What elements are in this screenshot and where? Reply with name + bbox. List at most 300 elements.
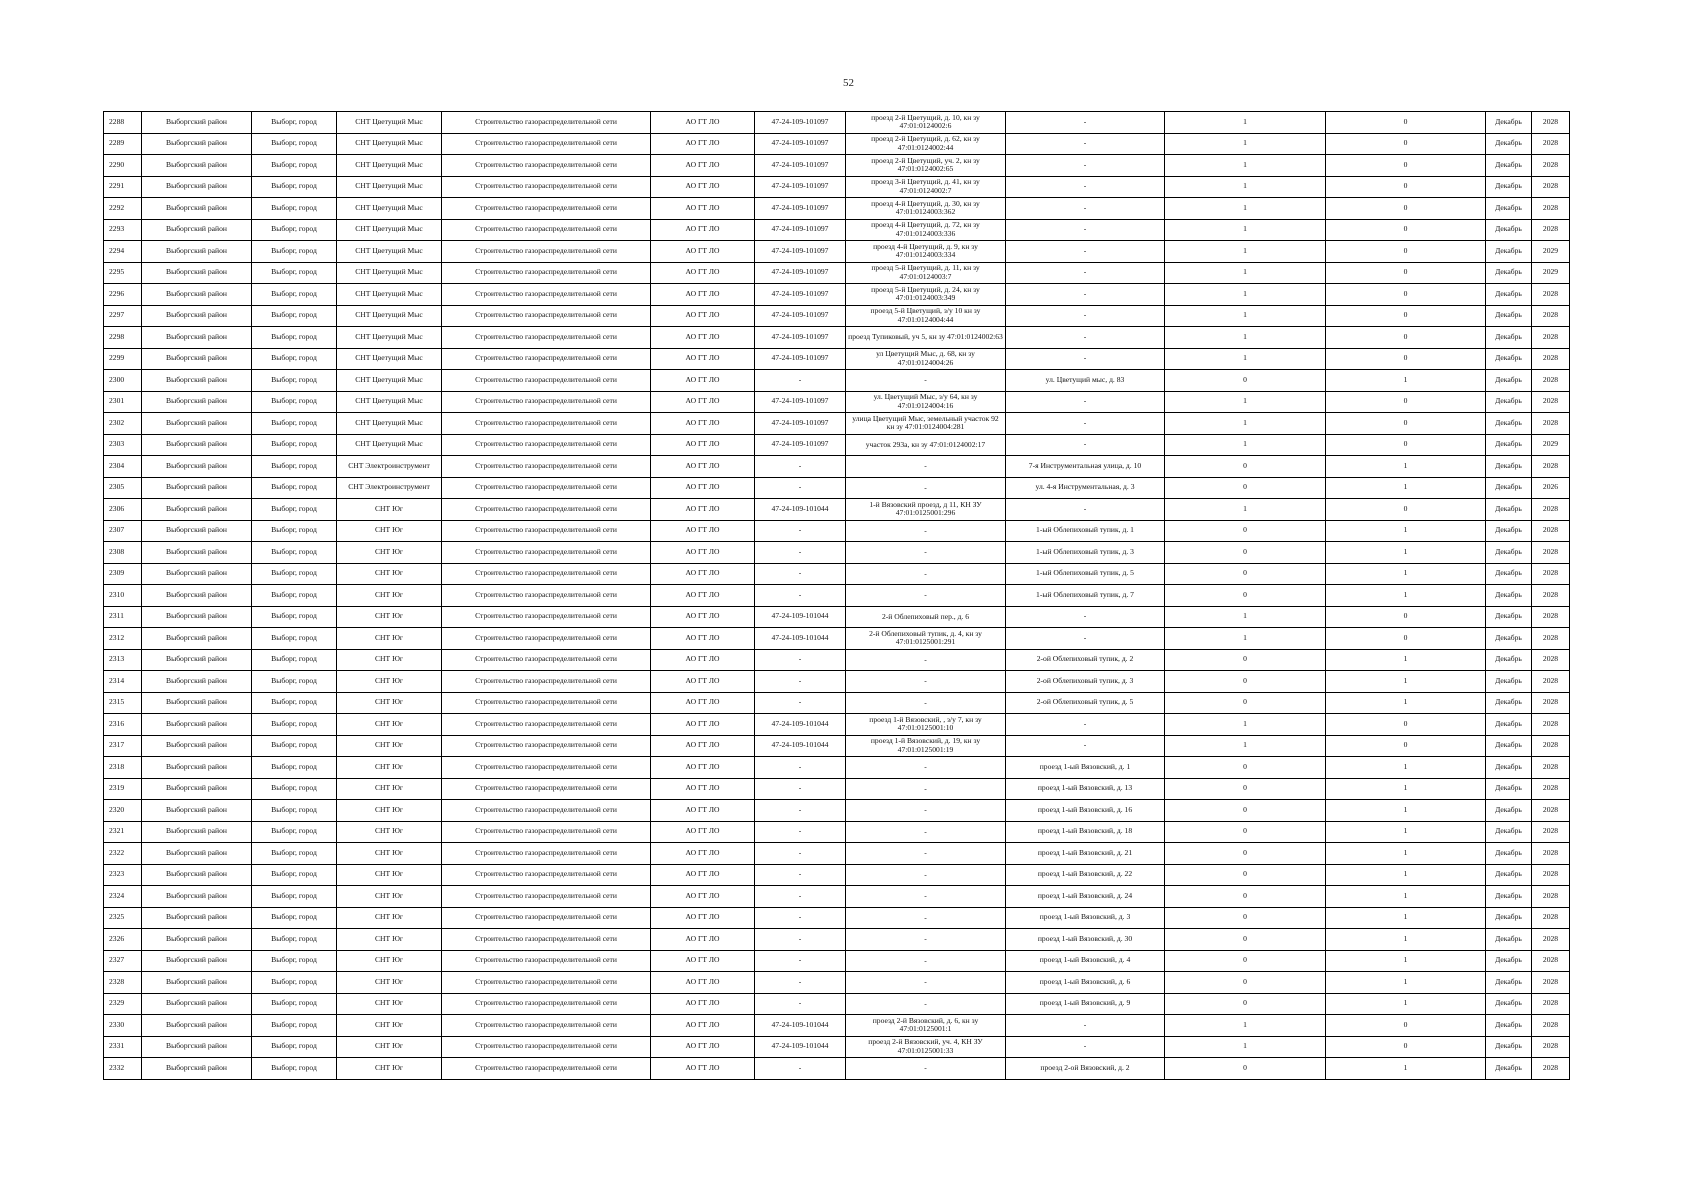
location-cell: СНТ Цветущий Мыс xyxy=(337,413,442,435)
parcel-cell: - xyxy=(846,907,1006,929)
month-cell: Декабрь xyxy=(1486,1036,1532,1058)
count-a-cell: 1 xyxy=(1165,241,1326,263)
year-cell: 2028 xyxy=(1532,563,1570,585)
organization-cell: АО ГТ ЛО xyxy=(651,542,755,564)
organization-cell: АО ГТ ЛО xyxy=(651,821,755,843)
year-cell: 2028 xyxy=(1532,671,1570,693)
row-number-cell: 2289 xyxy=(104,133,142,155)
organization-cell: АО ГТ ЛО xyxy=(651,757,755,779)
settlement-cell: Выборг, город xyxy=(252,993,337,1015)
count-b-cell: 1 xyxy=(1326,477,1486,499)
year-cell: 2028 xyxy=(1532,585,1570,607)
settlement-cell: Выборг, город xyxy=(252,284,337,306)
address-cell: - xyxy=(1006,198,1165,220)
code-cell: - xyxy=(755,843,846,865)
code-cell: 47-24-109-101097 xyxy=(755,348,846,370)
code-cell: - xyxy=(755,907,846,929)
table-row xyxy=(104,585,1570,607)
count-b-cell: 1 xyxy=(1326,843,1486,865)
count-b-cell: 0 xyxy=(1326,284,1486,306)
organization-cell: АО ГТ ЛО xyxy=(651,886,755,908)
code-cell: 47-24-109-101097 xyxy=(755,413,846,435)
count-b-cell: 0 xyxy=(1326,348,1486,370)
table-row xyxy=(104,1036,1570,1058)
settlement-cell: Выборг, город xyxy=(252,241,337,263)
work-type-cell: Строительство газораспределительной сети xyxy=(442,714,651,736)
work-type-cell: Строительство газораспределительной сети xyxy=(442,1015,651,1037)
year-cell: 2028 xyxy=(1532,735,1570,757)
count-a-cell: 0 xyxy=(1165,972,1326,994)
district-cell: Выборгский район xyxy=(142,864,252,886)
parcel-cell: 2-й Облепиховый пер., д. 6 xyxy=(846,606,1006,628)
year-cell: 2028 xyxy=(1532,391,1570,413)
month-cell: Декабрь xyxy=(1486,305,1532,327)
work-type-cell: Строительство газораспределительной сети xyxy=(442,198,651,220)
settlement-cell: Выборг, город xyxy=(252,327,337,349)
code-cell: - xyxy=(755,950,846,972)
count-b-cell: 1 xyxy=(1326,800,1486,822)
organization-cell: АО ГТ ЛО xyxy=(651,692,755,714)
work-type-cell: Строительство газораспределительной сети xyxy=(442,241,651,263)
table-row xyxy=(104,241,1570,263)
code-cell: - xyxy=(755,993,846,1015)
settlement-cell: Выборг, город xyxy=(252,1058,337,1080)
address-cell: - xyxy=(1006,176,1165,198)
month-cell: Декабрь xyxy=(1486,434,1532,456)
row-number-cell: 2306 xyxy=(104,499,142,521)
parcel-cell: ул Цветущий Мыс, д. 68, кн зу 47:01:0124004:26 xyxy=(846,348,1006,370)
table-row xyxy=(104,1058,1570,1080)
table-row xyxy=(104,413,1570,435)
month-cell: Декабрь xyxy=(1486,671,1532,693)
work-type-cell: Строительство газораспределительной сети xyxy=(442,133,651,155)
address-cell: - xyxy=(1006,262,1165,284)
address-cell: - xyxy=(1006,1036,1165,1058)
organization-cell: АО ГТ ЛО xyxy=(651,370,755,392)
settlement-cell: Выборг, город xyxy=(252,972,337,994)
settlement-cell: Выборг, город xyxy=(252,714,337,736)
count-a-cell: 0 xyxy=(1165,692,1326,714)
table-row xyxy=(104,821,1570,843)
parcel-cell: проезд 2-й Вязовский, уч. 4, КН ЗУ 47:01:0125001:33 xyxy=(846,1036,1006,1058)
settlement-cell: Выборг, город xyxy=(252,348,337,370)
count-a-cell: 0 xyxy=(1165,542,1326,564)
count-b-cell: 1 xyxy=(1326,993,1486,1015)
year-cell: 2028 xyxy=(1532,993,1570,1015)
district-cell: Выборгский район xyxy=(142,133,252,155)
table-row xyxy=(104,649,1570,671)
parcel-cell: - xyxy=(846,520,1006,542)
work-type-cell: Строительство газораспределительной сети xyxy=(442,327,651,349)
organization-cell: АО ГТ ЛО xyxy=(651,972,755,994)
address-cell: - xyxy=(1006,413,1165,435)
location-cell: СНТ Юг xyxy=(337,778,442,800)
location-cell: СНТ Юг xyxy=(337,821,442,843)
parcel-cell: - xyxy=(846,950,1006,972)
location-cell: СНТ Юг xyxy=(337,886,442,908)
settlement-cell: Выборг, город xyxy=(252,886,337,908)
count-a-cell: 0 xyxy=(1165,585,1326,607)
parcel-cell: проезд 4-й Цветущий, д. 72, кн зу 47:01:0124003:336 xyxy=(846,219,1006,241)
year-cell: 2028 xyxy=(1532,1036,1570,1058)
month-cell: Декабрь xyxy=(1486,1015,1532,1037)
table-row xyxy=(104,950,1570,972)
count-b-cell: 0 xyxy=(1326,198,1486,220)
organization-cell: АО ГТ ЛО xyxy=(651,112,755,134)
row-number-cell: 2319 xyxy=(104,778,142,800)
location-cell: СНТ Цветущий Мыс xyxy=(337,133,442,155)
year-cell: 2028 xyxy=(1532,778,1570,800)
count-a-cell: 1 xyxy=(1165,1015,1326,1037)
month-cell: Декабрь xyxy=(1486,542,1532,564)
location-cell: СНТ Юг xyxy=(337,692,442,714)
count-b-cell: 0 xyxy=(1326,714,1486,736)
address-cell: - xyxy=(1006,348,1165,370)
parcel-cell: - xyxy=(846,821,1006,843)
address-cell: - xyxy=(1006,1015,1165,1037)
district-cell: Выборгский район xyxy=(142,907,252,929)
parcel-cell: - xyxy=(846,692,1006,714)
address-cell: проезд 1-ый Вязовский, д. 6 xyxy=(1006,972,1165,994)
table-row xyxy=(104,284,1570,306)
row-number-cell: 2295 xyxy=(104,262,142,284)
year-cell: 2028 xyxy=(1532,219,1570,241)
table-row xyxy=(104,800,1570,822)
work-type-cell: Строительство газораспределительной сети xyxy=(442,649,651,671)
month-cell: Декабрь xyxy=(1486,456,1532,478)
organization-cell: АО ГТ ЛО xyxy=(651,907,755,929)
count-a-cell: 1 xyxy=(1165,606,1326,628)
location-cell: СНТ Цветущий Мыс xyxy=(337,241,442,263)
address-cell: - xyxy=(1006,284,1165,306)
code-cell: 47-24-109-101044 xyxy=(755,628,846,650)
location-cell: СНТ Юг xyxy=(337,1015,442,1037)
count-b-cell: 0 xyxy=(1326,112,1486,134)
parcel-cell: - xyxy=(846,370,1006,392)
organization-cell: АО ГТ ЛО xyxy=(651,348,755,370)
district-cell: Выборгский район xyxy=(142,198,252,220)
district-cell: Выборгский район xyxy=(142,778,252,800)
count-b-cell: 0 xyxy=(1326,413,1486,435)
organization-cell: АО ГТ ЛО xyxy=(651,1058,755,1080)
parcel-cell: - xyxy=(846,563,1006,585)
parcel-cell: проезд Тупиковый, уч 5, кн зу 47:01:0124002:63 xyxy=(846,327,1006,349)
table-row xyxy=(104,499,1570,521)
location-cell: СНТ Цветущий Мыс xyxy=(337,198,442,220)
parcel-cell: участок 293а, кн зу 47:01:0124002:17 xyxy=(846,434,1006,456)
count-a-cell: 1 xyxy=(1165,284,1326,306)
district-cell: Выборгский район xyxy=(142,972,252,994)
work-type-cell: Строительство газораспределительной сети xyxy=(442,499,651,521)
location-cell: СНТ Цветущий Мыс xyxy=(337,305,442,327)
district-cell: Выборгский район xyxy=(142,370,252,392)
table-row xyxy=(104,176,1570,198)
settlement-cell: Выборг, город xyxy=(252,757,337,779)
location-cell: СНТ Юг xyxy=(337,1036,442,1058)
work-type-cell: Строительство газораспределительной сети xyxy=(442,843,651,865)
year-cell: 2028 xyxy=(1532,972,1570,994)
settlement-cell: Выборг, город xyxy=(252,262,337,284)
code-cell: 47-24-109-101044 xyxy=(755,735,846,757)
count-a-cell: 0 xyxy=(1165,649,1326,671)
year-cell: 2028 xyxy=(1532,133,1570,155)
district-cell: Выборгский район xyxy=(142,735,252,757)
parcel-cell: - xyxy=(846,671,1006,693)
work-type-cell: Строительство газораспределительной сети xyxy=(442,993,651,1015)
parcel-cell: ул. Цветущий Мыс, з/у 64, кн зу 47:01:0124004:16 xyxy=(846,391,1006,413)
month-cell: Декабрь xyxy=(1486,155,1532,177)
table-row xyxy=(104,929,1570,951)
row-number-cell: 2316 xyxy=(104,714,142,736)
row-number-cell: 2326 xyxy=(104,929,142,951)
location-cell: СНТ Цветущий Мыс xyxy=(337,219,442,241)
count-a-cell: 0 xyxy=(1165,821,1326,843)
table-row xyxy=(104,542,1570,564)
district-cell: Выборгский район xyxy=(142,821,252,843)
location-cell: СНТ Цветущий Мыс xyxy=(337,327,442,349)
settlement-cell: Выборг, город xyxy=(252,735,337,757)
month-cell: Декабрь xyxy=(1486,692,1532,714)
district-cell: Выборгский район xyxy=(142,284,252,306)
count-b-cell: 0 xyxy=(1326,628,1486,650)
row-number-cell: 2304 xyxy=(104,456,142,478)
count-a-cell: 0 xyxy=(1165,1058,1326,1080)
address-cell: - xyxy=(1006,735,1165,757)
row-number-cell: 2292 xyxy=(104,198,142,220)
work-type-cell: Строительство газораспределительной сети xyxy=(442,757,651,779)
year-cell: 2028 xyxy=(1532,929,1570,951)
work-type-cell: Строительство газораспределительной сети xyxy=(442,542,651,564)
table-row xyxy=(104,219,1570,241)
count-b-cell: 1 xyxy=(1326,821,1486,843)
settlement-cell: Выборг, город xyxy=(252,456,337,478)
table-row xyxy=(104,563,1570,585)
count-a-cell: 0 xyxy=(1165,843,1326,865)
count-b-cell: 1 xyxy=(1326,778,1486,800)
year-cell: 2028 xyxy=(1532,112,1570,134)
month-cell: Декабрь xyxy=(1486,907,1532,929)
month-cell: Декабрь xyxy=(1486,585,1532,607)
address-cell: проезд 1-ый Вязовский, д. 21 xyxy=(1006,843,1165,865)
organization-cell: АО ГТ ЛО xyxy=(651,305,755,327)
code-cell: 47-24-109-101097 xyxy=(755,155,846,177)
work-type-cell: Строительство газораспределительной сети xyxy=(442,800,651,822)
parcel-cell: проезд 2-й Цветущий, д. 10, кн зу 47:01:0124002:6 xyxy=(846,112,1006,134)
count-b-cell: 1 xyxy=(1326,671,1486,693)
work-type-cell: Строительство газораспределительной сети xyxy=(442,778,651,800)
organization-cell: АО ГТ ЛО xyxy=(651,262,755,284)
parcel-cell: проезд 1-й Вязовский, д. 19, кн зу 47:01:0125001:19 xyxy=(846,735,1006,757)
parcel-cell: проезд 2-й Цветущий, д. 62, кн зу 47:01:0124002:44 xyxy=(846,133,1006,155)
row-number-cell: 2296 xyxy=(104,284,142,306)
code-cell: - xyxy=(755,800,846,822)
location-cell: СНТ Юг xyxy=(337,671,442,693)
count-a-cell: 0 xyxy=(1165,907,1326,929)
organization-cell: АО ГТ ЛО xyxy=(651,1036,755,1058)
parcel-cell: проезд 1-й Вязовский, , з/у 7, кн зу 47:01:0125001:10 xyxy=(846,714,1006,736)
address-cell: 1-ый Облепиховый тупик, д. 7 xyxy=(1006,585,1165,607)
settlement-cell: Выборг, город xyxy=(252,1036,337,1058)
district-cell: Выборгский район xyxy=(142,843,252,865)
count-b-cell: 1 xyxy=(1326,972,1486,994)
year-cell: 2028 xyxy=(1532,520,1570,542)
location-cell: СНТ Юг xyxy=(337,950,442,972)
district-cell: Выборгский район xyxy=(142,950,252,972)
parcel-cell: - xyxy=(846,864,1006,886)
settlement-cell: Выборг, город xyxy=(252,778,337,800)
count-a-cell: 1 xyxy=(1165,348,1326,370)
year-cell: 2028 xyxy=(1532,864,1570,886)
count-a-cell: 0 xyxy=(1165,800,1326,822)
organization-cell: АО ГТ ЛО xyxy=(651,198,755,220)
count-b-cell: 1 xyxy=(1326,757,1486,779)
table-row xyxy=(104,1015,1570,1037)
row-number-cell: 2328 xyxy=(104,972,142,994)
organization-cell: АО ГТ ЛО xyxy=(651,477,755,499)
year-cell: 2028 xyxy=(1532,821,1570,843)
settlement-cell: Выборг, город xyxy=(252,391,337,413)
work-type-cell: Строительство газораспределительной сети xyxy=(442,606,651,628)
work-type-cell: Строительство газораспределительной сети xyxy=(442,563,651,585)
code-cell: - xyxy=(755,649,846,671)
table-row xyxy=(104,907,1570,929)
count-b-cell: 1 xyxy=(1326,370,1486,392)
table-row xyxy=(104,628,1570,650)
count-a-cell: 1 xyxy=(1165,327,1326,349)
address-cell: - xyxy=(1006,391,1165,413)
work-type-cell: Строительство газораспределительной сети xyxy=(442,886,651,908)
code-cell: 47-24-109-101097 xyxy=(755,284,846,306)
work-type-cell: Строительство газораспределительной сети xyxy=(442,262,651,284)
row-number-cell: 2288 xyxy=(104,112,142,134)
address-cell: - xyxy=(1006,241,1165,263)
month-cell: Декабрь xyxy=(1486,370,1532,392)
year-cell: 2029 xyxy=(1532,434,1570,456)
row-number-cell: 2327 xyxy=(104,950,142,972)
count-a-cell: 0 xyxy=(1165,370,1326,392)
row-number-cell: 2322 xyxy=(104,843,142,865)
district-cell: Выборгский район xyxy=(142,327,252,349)
settlement-cell: Выборг, город xyxy=(252,477,337,499)
settlement-cell: Выборг, город xyxy=(252,370,337,392)
year-cell: 2028 xyxy=(1532,348,1570,370)
code-cell: - xyxy=(755,886,846,908)
code-cell: - xyxy=(755,563,846,585)
location-cell: СНТ Цветущий Мыс xyxy=(337,391,442,413)
address-cell: ул. 4-я Инструментальная, д. 3 xyxy=(1006,477,1165,499)
row-number-cell: 2315 xyxy=(104,692,142,714)
count-b-cell: 1 xyxy=(1326,1058,1486,1080)
row-number-cell: 2303 xyxy=(104,434,142,456)
row-number-cell: 2300 xyxy=(104,370,142,392)
month-cell: Декабрь xyxy=(1486,864,1532,886)
row-number-cell: 2318 xyxy=(104,757,142,779)
work-type-cell: Строительство газораспределительной сети xyxy=(442,477,651,499)
row-number-cell: 2301 xyxy=(104,391,142,413)
parcel-cell: - xyxy=(846,800,1006,822)
month-cell: Декабрь xyxy=(1486,606,1532,628)
organization-cell: АО ГТ ЛО xyxy=(651,993,755,1015)
row-number-cell: 2309 xyxy=(104,563,142,585)
table-row xyxy=(104,391,1570,413)
address-cell: - xyxy=(1006,434,1165,456)
district-cell: Выборгский район xyxy=(142,391,252,413)
row-number-cell: 2323 xyxy=(104,864,142,886)
count-a-cell: 1 xyxy=(1165,714,1326,736)
work-type-cell: Строительство газораспределительной сети xyxy=(442,628,651,650)
settlement-cell: Выборг, город xyxy=(252,112,337,134)
code-cell: 47-24-109-101097 xyxy=(755,391,846,413)
location-cell: СНТ Цветущий Мыс xyxy=(337,176,442,198)
row-number-cell: 2297 xyxy=(104,305,142,327)
organization-cell: АО ГТ ЛО xyxy=(651,176,755,198)
row-number-cell: 2321 xyxy=(104,821,142,843)
organization-cell: АО ГТ ЛО xyxy=(651,391,755,413)
organization-cell: АО ГТ ЛО xyxy=(651,735,755,757)
organization-cell: АО ГТ ЛО xyxy=(651,456,755,478)
row-number-cell: 2291 xyxy=(104,176,142,198)
address-cell: 7-я Инструментальная улица, д. 10 xyxy=(1006,456,1165,478)
year-cell: 2029 xyxy=(1532,262,1570,284)
address-cell: проезд 1-ый Вязовский, д. 18 xyxy=(1006,821,1165,843)
count-b-cell: 1 xyxy=(1326,520,1486,542)
address-cell: 2-ой Облепиховый тупик, д. 2 xyxy=(1006,649,1165,671)
work-type-cell: Строительство газораспределительной сети xyxy=(442,219,651,241)
row-number-cell: 2310 xyxy=(104,585,142,607)
work-type-cell: Строительство газораспределительной сети xyxy=(442,864,651,886)
work-type-cell: Строительство газораспределительной сети xyxy=(442,950,651,972)
organization-cell: АО ГТ ЛО xyxy=(651,520,755,542)
register-table xyxy=(103,111,1570,1080)
settlement-cell: Выборг, город xyxy=(252,671,337,693)
row-number-cell: 2325 xyxy=(104,907,142,929)
table-row xyxy=(104,606,1570,628)
location-cell: СНТ Юг xyxy=(337,735,442,757)
year-cell: 2029 xyxy=(1532,241,1570,263)
table-row xyxy=(104,112,1570,134)
location-cell: СНТ Юг xyxy=(337,800,442,822)
settlement-cell: Выборг, город xyxy=(252,628,337,650)
parcel-cell: - xyxy=(846,993,1006,1015)
district-cell: Выборгский район xyxy=(142,477,252,499)
settlement-cell: Выборг, город xyxy=(252,800,337,822)
count-a-cell: 0 xyxy=(1165,757,1326,779)
location-cell: СНТ Юг xyxy=(337,499,442,521)
month-cell: Декабрь xyxy=(1486,413,1532,435)
count-a-cell: 1 xyxy=(1165,198,1326,220)
count-a-cell: 1 xyxy=(1165,434,1326,456)
location-cell: СНТ Цветущий Мыс xyxy=(337,155,442,177)
location-cell: СНТ Юг xyxy=(337,628,442,650)
year-cell: 2028 xyxy=(1532,886,1570,908)
address-cell: проезд 1-ый Вязовский, д. 16 xyxy=(1006,800,1165,822)
settlement-cell: Выборг, город xyxy=(252,692,337,714)
month-cell: Декабрь xyxy=(1486,929,1532,951)
count-a-cell: 0 xyxy=(1165,864,1326,886)
count-b-cell: 1 xyxy=(1326,542,1486,564)
district-cell: Выборгский район xyxy=(142,305,252,327)
district-cell: Выборгский район xyxy=(142,585,252,607)
year-cell: 2028 xyxy=(1532,757,1570,779)
work-type-cell: Строительство газораспределительной сети xyxy=(442,972,651,994)
month-cell: Декабрь xyxy=(1486,972,1532,994)
work-type-cell: Строительство газораспределительной сети xyxy=(442,1058,651,1080)
row-number-cell: 2312 xyxy=(104,628,142,650)
row-number-cell: 2317 xyxy=(104,735,142,757)
row-number-cell: 2313 xyxy=(104,649,142,671)
year-cell: 2028 xyxy=(1532,155,1570,177)
count-a-cell: 1 xyxy=(1165,133,1326,155)
